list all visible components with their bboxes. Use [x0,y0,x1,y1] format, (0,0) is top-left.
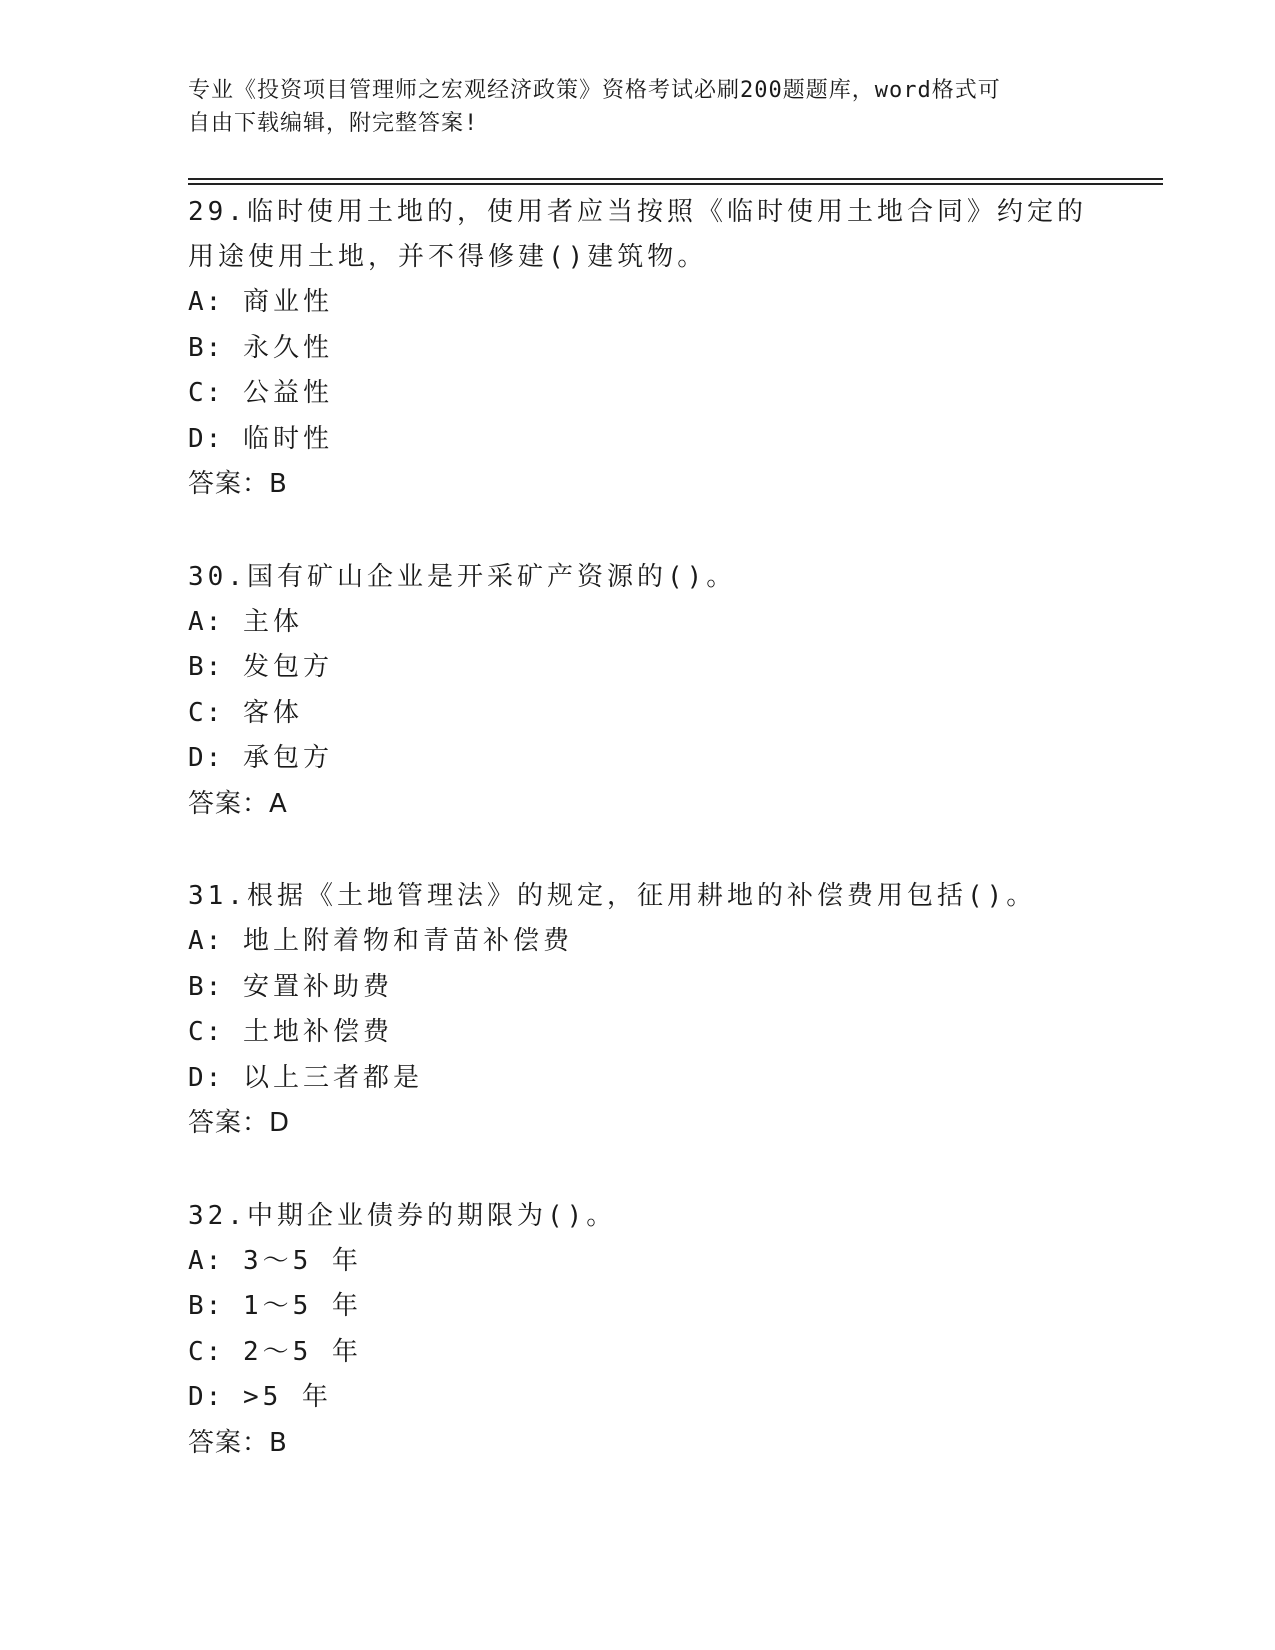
answer: 答案：A [188,788,288,819]
option-key: D: [188,1062,224,1093]
answer: 答案：D [188,1108,291,1138]
header-line-2: 自由下载编辑，附完整答案! [188,111,479,136]
option-key: B: [188,971,224,1002]
option-b [188,645,1088,691]
option-key: A: [188,287,224,317]
option-text: 主体 [242,606,303,637]
question-spacer [188,827,1088,874]
option-c [188,691,1088,737]
option-text: >5 年 [242,1382,332,1412]
option-text: 1～5 年 [242,1291,362,1321]
option-text: 地上附着物和青苗补偿费 [242,926,573,956]
option-a [188,280,1088,326]
option-text: 客体 [242,697,303,728]
option-key: B: [188,332,224,363]
option-key: C: [188,1336,224,1367]
question-stem: 32.中期企业债券的期限为()。 [188,1200,617,1231]
option-text: 安置补助费 [242,971,393,1002]
option-key: C: [188,697,224,728]
option-text: 商业性 [242,287,333,317]
option-text: 土地补偿费 [242,1017,393,1047]
header-divider-top [188,178,1163,180]
option-text: 3～5 年 [242,1245,362,1276]
header-divider-bottom [188,183,1163,185]
question-spacer [188,508,1088,555]
option-key: B: [188,652,224,682]
question-spacer [188,1147,1088,1194]
question-30 [188,555,1088,828]
option-d [188,1375,1088,1421]
option-text: 公益性 [242,378,333,408]
option-key: D: [188,423,224,454]
question-stem: 29.临时使用土地的，使用者应当按照《临时使用土地合同》约定的用途使用土地，并不得修建()建筑物。 [188,197,1087,272]
question-31 [188,874,1088,1147]
option-d [188,736,1088,782]
option-a [188,600,1088,646]
option-key: D: [188,1382,224,1412]
option-key: A: [188,1245,224,1276]
option-text: 永久性 [242,332,333,363]
option-d [188,417,1088,463]
answer: 答案：B [188,469,288,499]
option-text: 以上三者都是 [242,1062,423,1093]
option-text: 发包方 [242,652,333,682]
question-32 [188,1194,1088,1467]
option-d [188,1056,1088,1102]
option-key: B: [188,1291,224,1321]
option-c [188,1010,1088,1056]
option-key: A: [188,926,224,956]
option-key: C: [188,1017,224,1047]
option-text: 承包方 [242,743,333,773]
option-b [188,1284,1088,1330]
option-key: D: [188,743,224,773]
document-header [188,74,1088,140]
option-c [188,371,1088,417]
question-stem: 30.国有矿山企业是开采矿产资源的()。 [188,561,737,592]
option-key: A: [188,606,224,637]
option-b [188,965,1088,1011]
option-text: 2～5 年 [242,1336,362,1367]
option-a [188,919,1088,965]
header-line-1: 专业《投资项目管理师之宏观经济政策》资格考试必刷200题题库，word格式可 [188,78,1001,103]
option-a [188,1239,1088,1285]
option-b [188,326,1088,372]
question-29 [188,190,1088,508]
option-c [188,1330,1088,1376]
answer: 答案：B [188,1427,288,1458]
option-key: C: [188,378,224,408]
option-text: 临时性 [242,423,333,454]
question-list [188,190,1088,1466]
question-stem: 31.根据《土地管理法》的规定，征用耕地的补偿费用包括()。 [188,881,1037,911]
